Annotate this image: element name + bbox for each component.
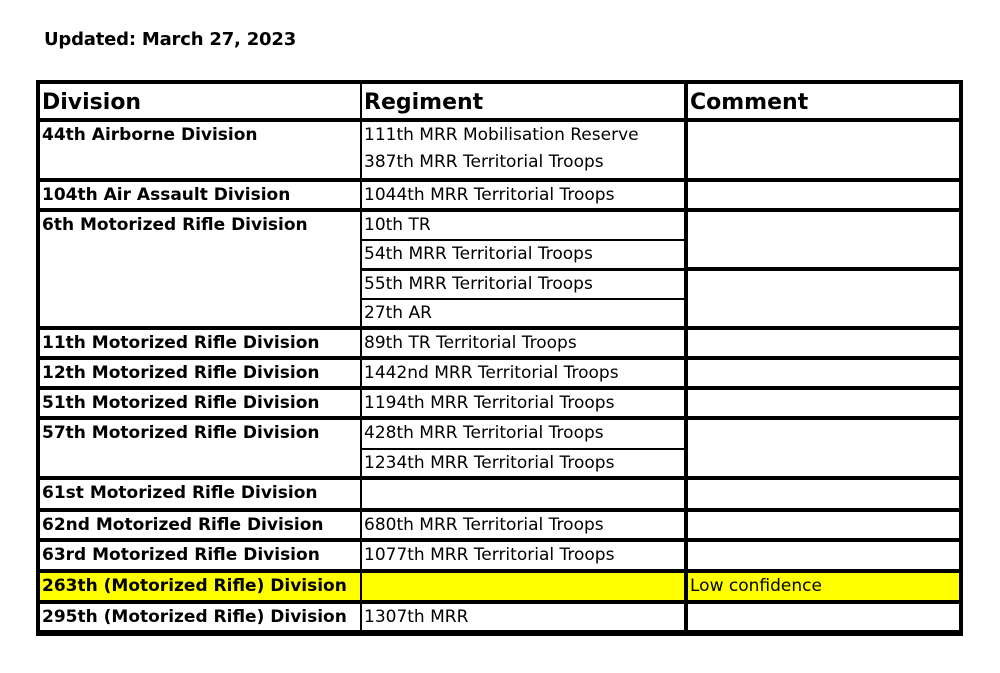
division-cell: 11th Motorized Rifle Division — [40, 330, 360, 356]
header-division: Division — [40, 84, 360, 118]
comment-cell — [688, 390, 959, 416]
comment-cell-highlighted: Low confidence — [688, 573, 959, 600]
regiment-cell: 1307th MRR — [362, 604, 684, 630]
header-comment: Comment — [688, 84, 959, 118]
comment-cell — [688, 542, 959, 569]
division-cell: 12th Motorized Rifle Division — [40, 360, 360, 386]
regiment-cell: 89th TR Territorial Troops — [362, 330, 684, 356]
header-regiment: Regiment — [362, 84, 684, 118]
regiment-cell: 1234th MRR Territorial Troops — [362, 450, 684, 476]
regiment-cell: 1077th MRR Territorial Troops — [362, 542, 684, 569]
division-cell: 57th Motorized Rifle Division — [40, 420, 360, 476]
comment-cell — [688, 512, 959, 538]
division-cell: 62nd Motorized Rifle Division — [40, 512, 360, 538]
comment-cell — [688, 330, 959, 356]
comment-cell — [688, 271, 959, 326]
division-cell-highlighted: 263th (Motorized Rifle) Division — [40, 573, 360, 600]
division-table — [36, 80, 963, 636]
regiment-line: 111th MRR Mobilisation Reserve — [364, 125, 639, 145]
division-cell: 6th Motorized Rifle Division — [40, 212, 360, 326]
regiment-cell — [362, 122, 684, 178]
regiment-cell: 55th MRR Territorial Troops — [362, 271, 684, 299]
regiment-cell: 680th MRR Territorial Troops — [362, 512, 684, 538]
regiment-cell: 1194th MRR Territorial Troops — [362, 390, 684, 416]
comment-cell — [688, 420, 959, 476]
comment-cell — [688, 122, 959, 178]
regiment-cell: 10th TR — [362, 212, 684, 240]
regiment-cell: 54th MRR Territorial Troops — [362, 241, 684, 268]
regiment-cell: 1442nd MRR Territorial Troops — [362, 360, 684, 386]
comment-cell — [688, 182, 959, 208]
division-cell: 104th Air Assault Division — [40, 182, 360, 208]
division-cell: 295th (Motorized Rifle) Division — [40, 604, 360, 630]
division-cell: 61st Motorized Rifle Division — [40, 480, 360, 508]
division-cell: 51th Motorized Rifle Division — [40, 390, 360, 416]
division-cell: 63rd Motorized Rifle Division — [40, 542, 360, 569]
comment-cell — [688, 360, 959, 386]
regiment-cell: 1044th MRR Territorial Troops — [362, 182, 684, 208]
regiment-cell: 428th MRR Territorial Troops — [362, 420, 684, 449]
comment-cell — [688, 212, 959, 267]
regiment-cell — [362, 480, 684, 508]
division-cell: 44th Airborne Division — [40, 122, 360, 178]
comment-cell — [688, 604, 959, 630]
regiment-cell: 27th AR — [362, 300, 684, 326]
regiment-cell-highlighted — [362, 573, 684, 600]
updated-date: Updated: March 27, 2023 — [44, 29, 297, 50]
comment-cell — [688, 480, 959, 508]
regiment-line: 387th MRR Territorial Troops — [364, 152, 604, 172]
